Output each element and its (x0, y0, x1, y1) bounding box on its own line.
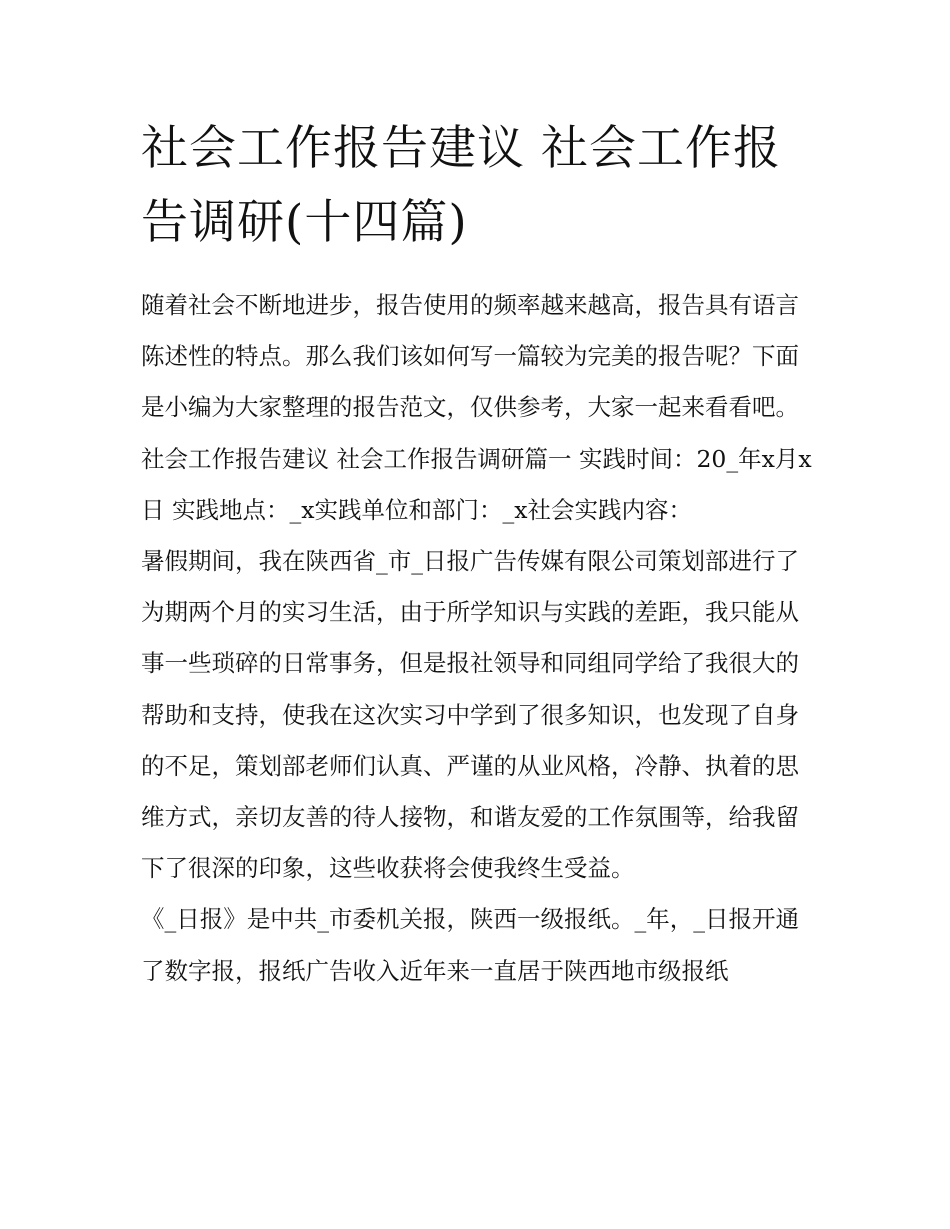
internship-paragraph: 暑假期间，我在陕西省_市_日报广告传媒有限公司策划部进行了为期两个月的实习生活，由于所学知识与实践的差距，我只能从事一些琐碎的日常事务，但是报社领导和同组同学给了我很大的帮助和支持，使我在这次实习中学到了很多知识，也发现了自身的不足，策划部老师们认真、严谨的从业风格，冷静、执着的思维方式，亲切友善的待人接物，和谐友爱的工作氛围等，给我留下了很深的印象，这些收获将会使我终生受益。 (141, 547, 799, 883)
practice-info-paragraph: 社会工作报告建议 社会工作报告调研篇一 实践时间：20_年x月x日 实践地点：_x实践单位和部门：_x社会实践内容： (141, 444, 812, 524)
newspaper-paragraph: 《_日报》是中共_市委机关报，陕西一级报纸。_年，_日报开通了数字报，报纸广告收入近年来一直居于陕西地市级报纸 (141, 905, 799, 985)
document-title: 社会工作报告建议 社会工作报告调研(十四篇) (141, 121, 781, 250)
intro-paragraph: 随着社会不断地进步，报告使用的频率越来越高，报告具有语言陈述性的特点。那么我们该如何写一篇较为完美的报告呢？下面是小编为大家整理的报告范文，仅供参考，大家一起来看看吧。 (141, 291, 799, 422)
document-page (141, 112, 813, 997)
